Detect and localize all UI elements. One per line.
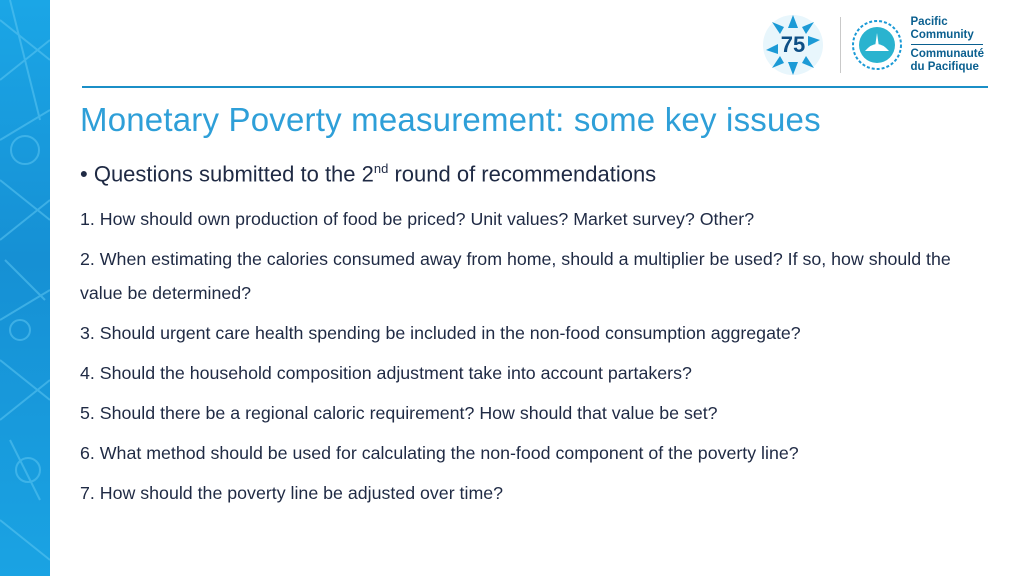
org-name-line1: Pacific — [910, 16, 948, 28]
org-name-fr-line1: Communauté — [910, 48, 984, 60]
logo-divider — [840, 17, 841, 73]
anniversary-number: 75 — [780, 32, 805, 57]
bullet-text-before: Questions submitted to the 2 — [93, 161, 374, 187]
anniversary-75-logo-icon — [756, 10, 830, 80]
question-item: 5. Should there be a regional caloric requirement? How should that value be set? — [80, 403, 718, 423]
question-item: 2. When estimating the calories consumed away from home, should a multiplier be used? If so, how should the value be determined? — [80, 249, 951, 303]
header-divider — [82, 86, 988, 88]
question-item: 7. How should the poverty line be adjusted over time? — [80, 483, 504, 503]
pacific-community-emblem-icon — [851, 19, 903, 71]
logo-group — [756, 10, 984, 80]
org-name-rule — [911, 44, 983, 45]
bullet-superscript: nd — [373, 161, 389, 176]
questions-list — [80, 202, 980, 516]
question-item: 3. Should urgent care health spending be included in the non-food consumption aggregate? — [80, 323, 801, 343]
org-name-line2: Community — [910, 29, 974, 41]
pattern-icon — [0, 0, 50, 576]
organization-name — [911, 16, 984, 74]
bullet-point — [80, 161, 656, 187]
question-item: 4. Should the household composition adjustment take into account partakers? — [80, 363, 692, 383]
bullet-marker: • — [80, 161, 88, 187]
slide-title: Monetary Poverty measurement: some key issues — [80, 101, 821, 138]
decorative-side-band — [0, 0, 50, 576]
org-name-fr-line2: du Pacifique — [910, 61, 979, 73]
question-item: 6. What method should be used for calculating the non-food component of the poverty line? — [80, 443, 799, 463]
question-item: 1. How should own production of food be priced? Unit values? Market survey? Other? — [80, 209, 755, 229]
bullet-text-after: round of recommendations — [388, 161, 657, 187]
